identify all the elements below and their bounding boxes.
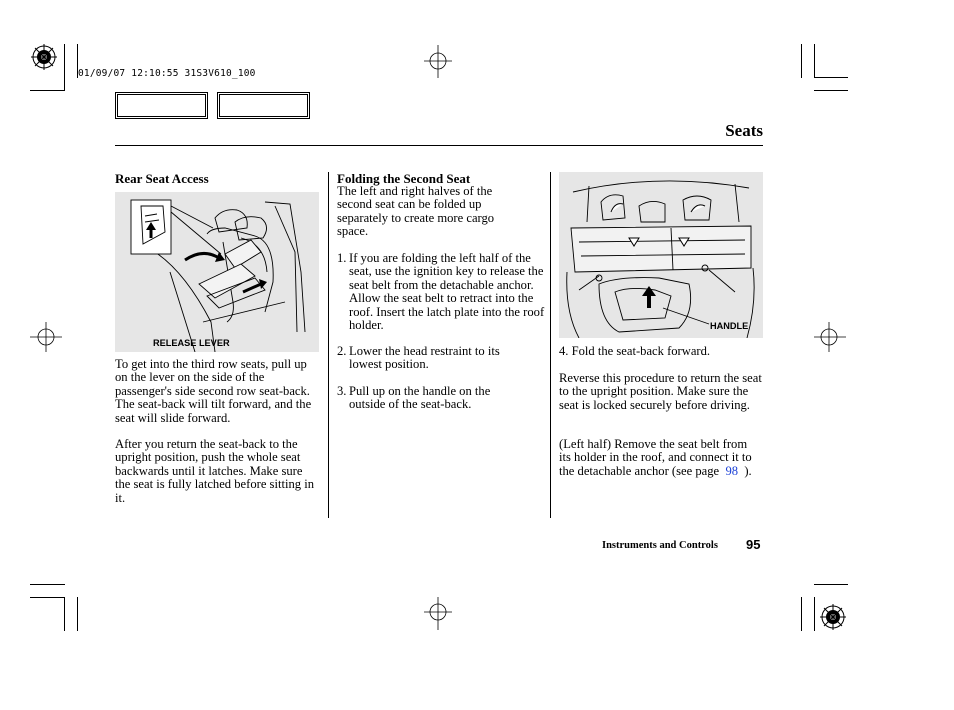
left-half-text: (Left half) Remove the seat belt from its holder in the roof, and connect it to the detachable anchor (see page (559, 437, 752, 478)
page-98-link[interactable]: 98 (725, 463, 739, 478)
rear-access-paragraph-1: To get into the third row seats, pull up on the lever on the side of the passenger's side second row seat-back. The seat-back will tilt forward, and the seat will slide forward. (115, 357, 312, 425)
rear-seat-access-heading: Rear Seat Access (115, 171, 209, 186)
column-divider (550, 172, 551, 518)
step-4-text: 4. Fold the seat-back forward. (559, 344, 711, 358)
left-half-close: ). (744, 463, 752, 478)
step-number: 2. (337, 344, 347, 358)
starburst-mark (820, 604, 846, 630)
seat-fold-illustration (559, 172, 763, 338)
step-number: 1. (337, 251, 347, 265)
rear-access-paragraph-2: After you return the seat-back to the upright position, push the whole seat backwards until it latches. Make sure the seat is fully latched before sitting in it. (115, 437, 314, 505)
section-title: Seats (725, 121, 763, 140)
page-number: 95 (746, 537, 761, 552)
seat-handle-figure (559, 172, 763, 338)
column-divider (328, 172, 329, 518)
starburst-mark (31, 44, 57, 70)
handle-label: HANDLE (710, 321, 749, 331)
folding-heading: Folding the Second Seat (337, 171, 471, 186)
nav-tab-box (217, 92, 310, 119)
step-text: Lower the head restraint to its lowest position. (349, 344, 500, 372)
chapter-label: Instruments and Controls (602, 540, 718, 551)
step-item (337, 252, 547, 332)
folding-intro: The left and right halves of the second seat can be folded up separately to create more cargo space. (337, 184, 495, 239)
step-text: Pull up on the handle on the outside of the seat-back. (349, 384, 491, 412)
header-rule (115, 145, 763, 146)
step-item (337, 345, 547, 375)
print-stamp: 01/09/07 12:10:55 31S3V610_100 (78, 68, 256, 79)
step-number: 3. (337, 384, 347, 398)
reverse-procedure-paragraph: Reverse this procedure to return the seat to the upright position. Make sure the seat is locked securely before driving. (559, 371, 762, 412)
release-lever-label: RELEASE LEVER (153, 338, 230, 348)
seat-lever-illustration (115, 192, 319, 352)
release-lever-figure (115, 192, 319, 352)
nav-tab-box (115, 92, 208, 119)
step-item (337, 385, 547, 415)
left-half-paragraph (559, 438, 759, 478)
step-text: If you are folding the left half of the seat, use the ignition key to release the seat belt from the detachable anchor. Allow the seat belt to retract into the roof. Insert the latch plate into the roof holder. (349, 251, 545, 333)
